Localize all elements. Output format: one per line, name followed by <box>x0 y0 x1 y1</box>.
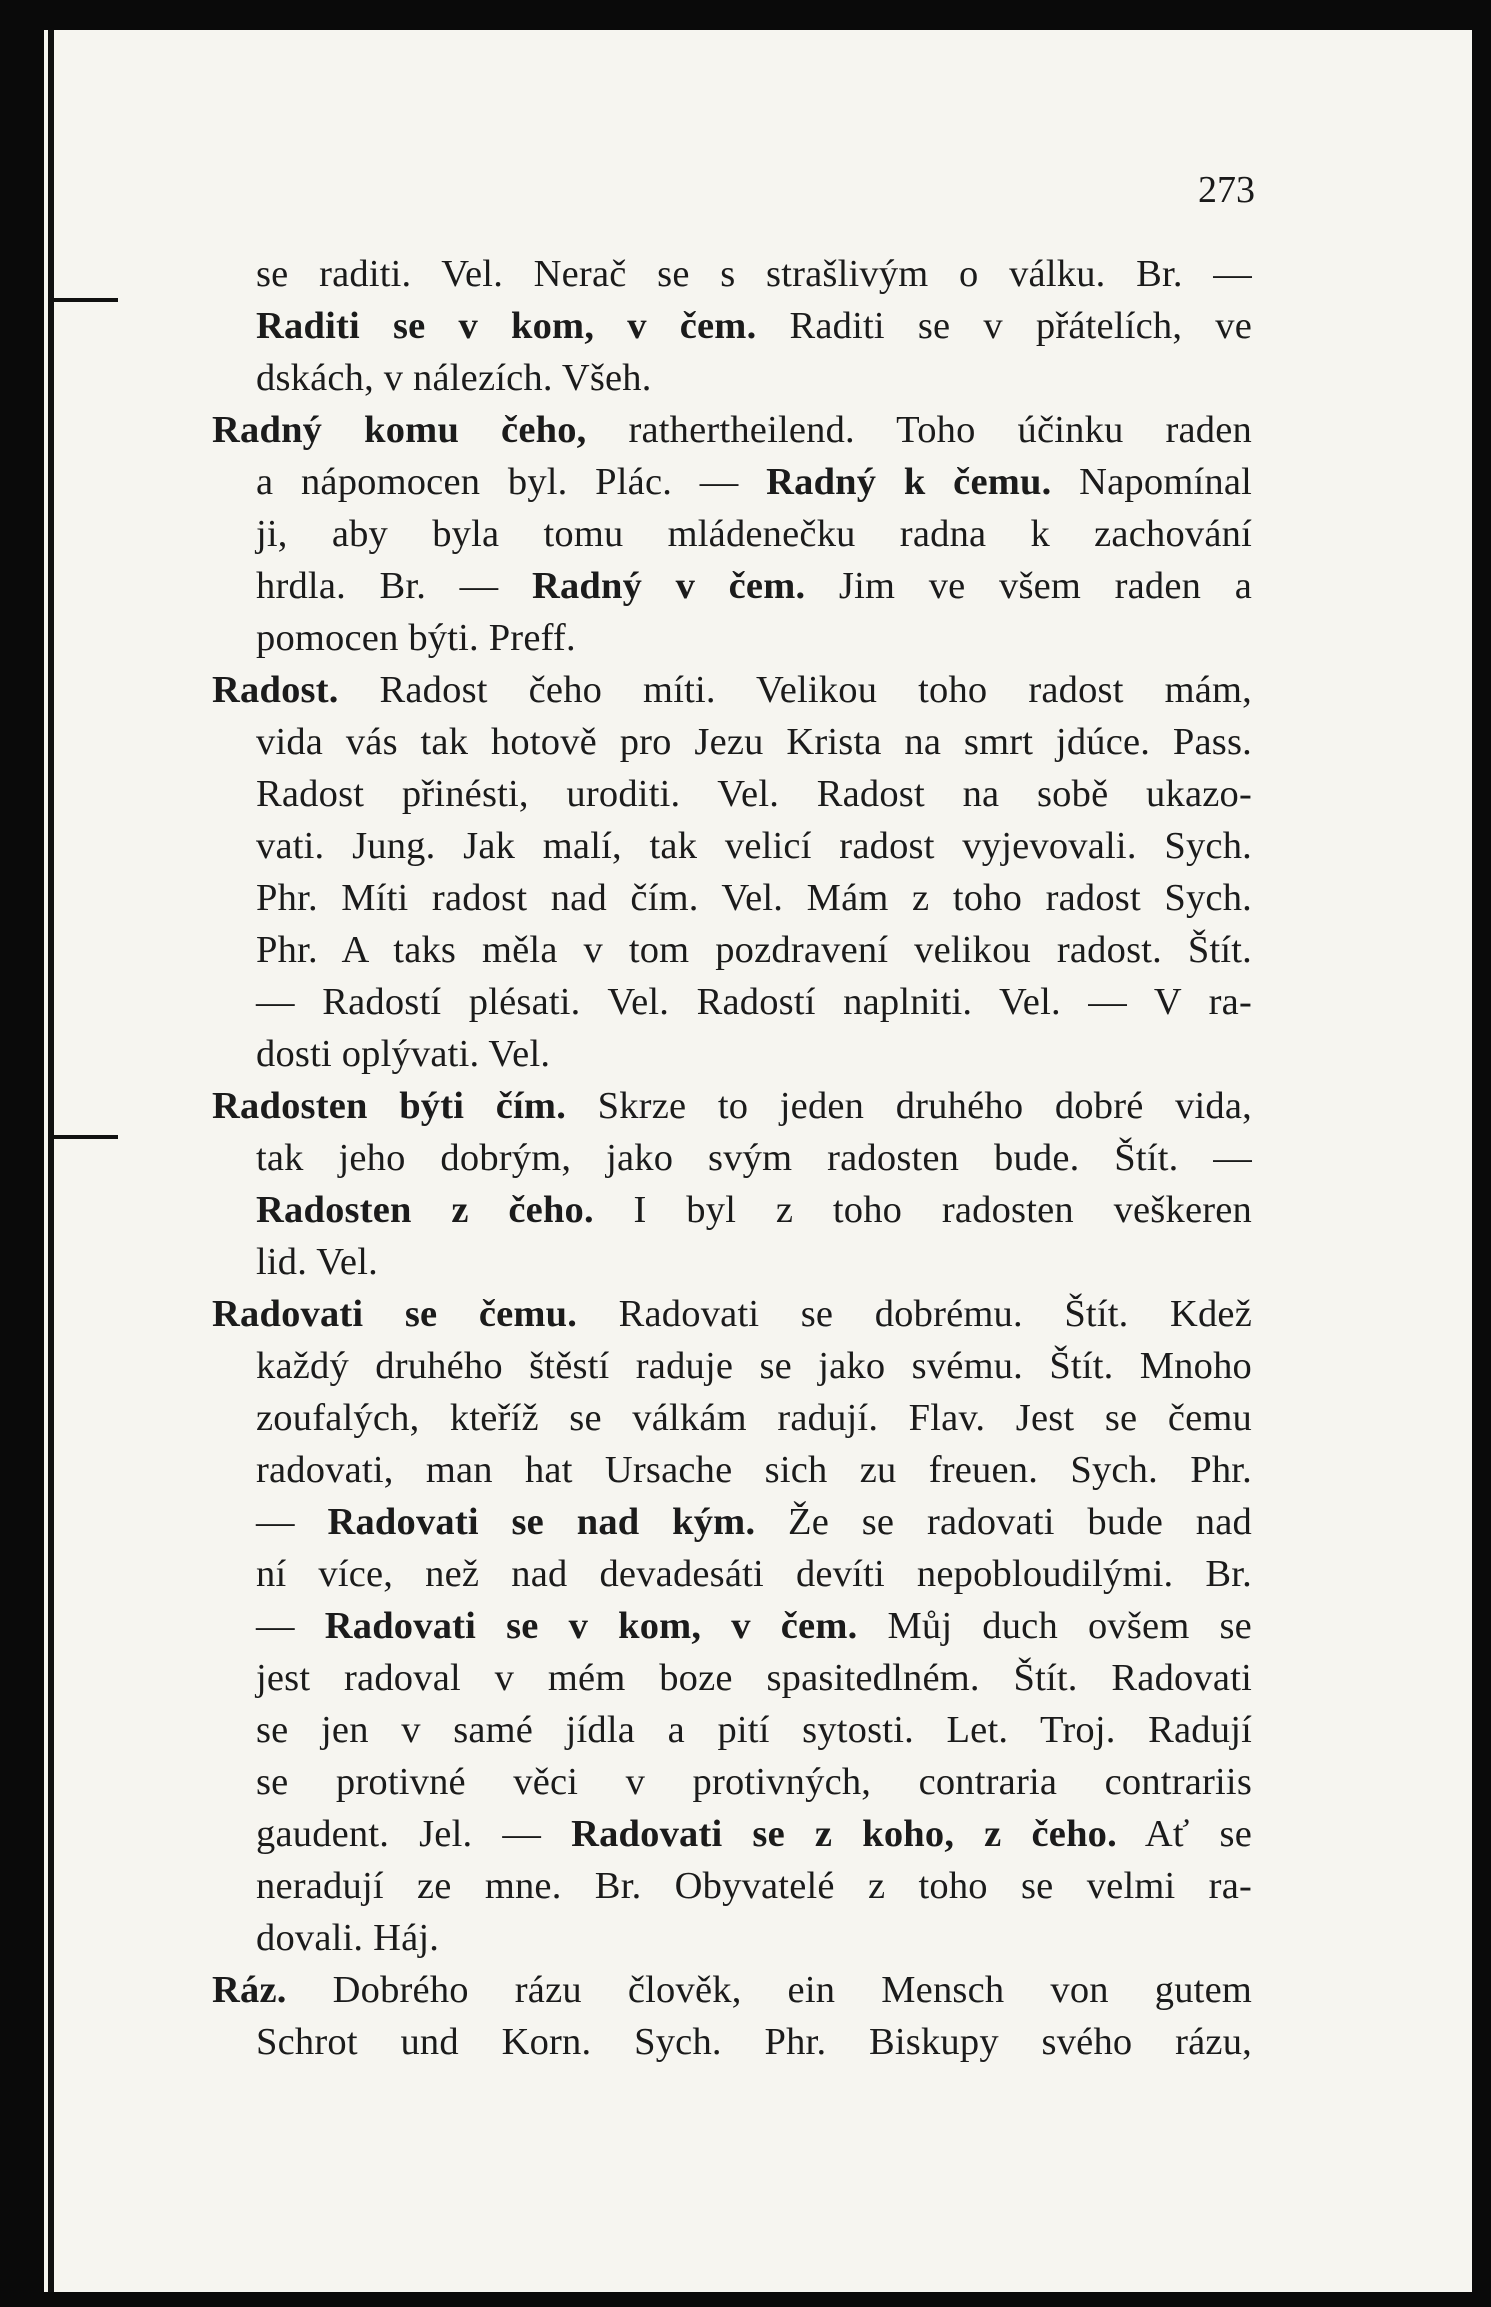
text-line: vida vás tak hotově pro Jezu Krista na smrt jdúce. Pass. <box>256 721 1252 763</box>
text-line: se protivné věci v protivných, contraria contrariis <box>256 1761 1252 1803</box>
text-line: jest radoval v mém boze spasitedlném. Štít. Radovati <box>256 1657 1252 1699</box>
page-number: 273 <box>1198 169 1255 211</box>
text-line: — Radovati se v kom, v čem. Můj duch ovšem se <box>256 1605 1252 1647</box>
text-line: lid. Vel. <box>256 1241 378 1283</box>
text-line: se raditi. Vel. Nerač se s strašlivým o válku. Br. — <box>256 253 1252 295</box>
text-line: Radosten z čeho. I byl z toho radosten veškeren <box>256 1189 1252 1231</box>
text-line: dosti oplývati. Vel. <box>256 1033 551 1075</box>
scan-edge-rule <box>48 30 54 2292</box>
text-line: — Radovati se nad kým. Že se radovati bude nad <box>256 1501 1252 1543</box>
entry-headword: Radovati se nad kým. <box>327 1501 756 1543</box>
text-line: a nápomocen byl. Plác. — Radný k čemu. Napomínal <box>256 461 1253 503</box>
text-line: dovali. Háj. <box>256 1917 440 1959</box>
entry-headword: Radosten z čeho. <box>256 1189 594 1231</box>
text-line: dskách, v nálezích. Všeh. <box>256 357 652 399</box>
margin-tick <box>48 298 118 302</box>
text-line: Phr. A taks měla v tom pozdravení velikou radost. Štít. <box>256 929 1252 971</box>
text-line: Ráz. Dobrého rázu člověk, ein Mensch von gutem <box>212 1969 1252 2011</box>
text-line: tak jeho dobrým, jako svým radosten bude. Štít. — <box>256 1137 1252 1179</box>
text-line: hrdla. Br. — Radný v čem. Jim ve všem raden a <box>256 565 1252 607</box>
entry-headword: Radný k čemu. <box>766 461 1052 503</box>
text-line: radovati, man hat Ursache sich zu freuen. Sych. Phr. <box>256 1449 1252 1491</box>
text-line: gaudent. Jel. — Radovati se z koho, z čeho. Ať se <box>256 1813 1253 1855</box>
text-line: ní více, než nad devadesáti devíti nepobloudilými. Br. <box>256 1553 1252 1595</box>
entry-headword: Raditi se v kom, v čem. <box>256 305 757 347</box>
text-line: neradují ze mne. Br. Obyvatelé z toho se velmi ra- <box>256 1865 1252 1907</box>
entry-headword: Radný komu čeho, <box>212 409 587 451</box>
text-line: Radost přinésti, uroditi. Vel. Radost na sobě ukazo- <box>256 773 1252 815</box>
entry-headword: Radovati se z koho, z čeho. <box>571 1813 1117 1855</box>
text-line: Radost. Radost čeho míti. Velikou toho radost mám, <box>212 669 1252 711</box>
entry-headword: Radosten býti čím. <box>212 1085 567 1127</box>
text-line: Phr. Míti radost nad čím. Vel. Mám z toho radost Sych. <box>256 877 1252 919</box>
text-line: Radosten býti čím. Skrze to jeden druhého dobré vida, <box>212 1085 1252 1127</box>
text-line: — Radostí plésati. Vel. Radostí naplniti. Vel. — V ra- <box>256 981 1252 1023</box>
text-line: zoufalých, kteříž se válkám radují. Flav. Jest se čemu <box>256 1397 1252 1439</box>
text-line: Raditi se v kom, v čem. Raditi se v přátelích, ve <box>256 305 1252 347</box>
entry-headword: Radný v čem. <box>531 565 806 607</box>
text-line: ji, aby byla tomu mládenečku radna k zachování <box>256 513 1252 555</box>
margin-tick <box>48 1135 118 1139</box>
entry-headword: Ráz. <box>212 1969 287 2011</box>
entry-headword: Radost. <box>212 669 339 711</box>
dictionary-text <box>212 248 1252 2068</box>
text-line: každý druhého štěstí raduje se jako svému. Štít. Mnoho <box>256 1345 1252 1387</box>
text-line: Radovati se čemu. Radovati se dobrému. Štít. Kdež <box>212 1293 1252 1335</box>
text-line: Radný komu čeho, rathertheilend. Toho účinku raden <box>212 409 1252 451</box>
text-line: vati. Jung. Jak malí, tak velicí radost vyjevovali. Sych. <box>256 825 1252 867</box>
text-line: se jen v samé jídla a pití sytosti. Let. Troj. Radují <box>256 1709 1252 1751</box>
entry-headword: Radovati se čemu. <box>212 1293 578 1335</box>
entry-headword: Radovati se v kom, v čem. <box>324 1605 858 1647</box>
text-line: pomocen býti. Preff. <box>256 617 576 659</box>
text-line: Schrot und Korn. Sych. Phr. Biskupy svého rázu, <box>256 2021 1252 2063</box>
